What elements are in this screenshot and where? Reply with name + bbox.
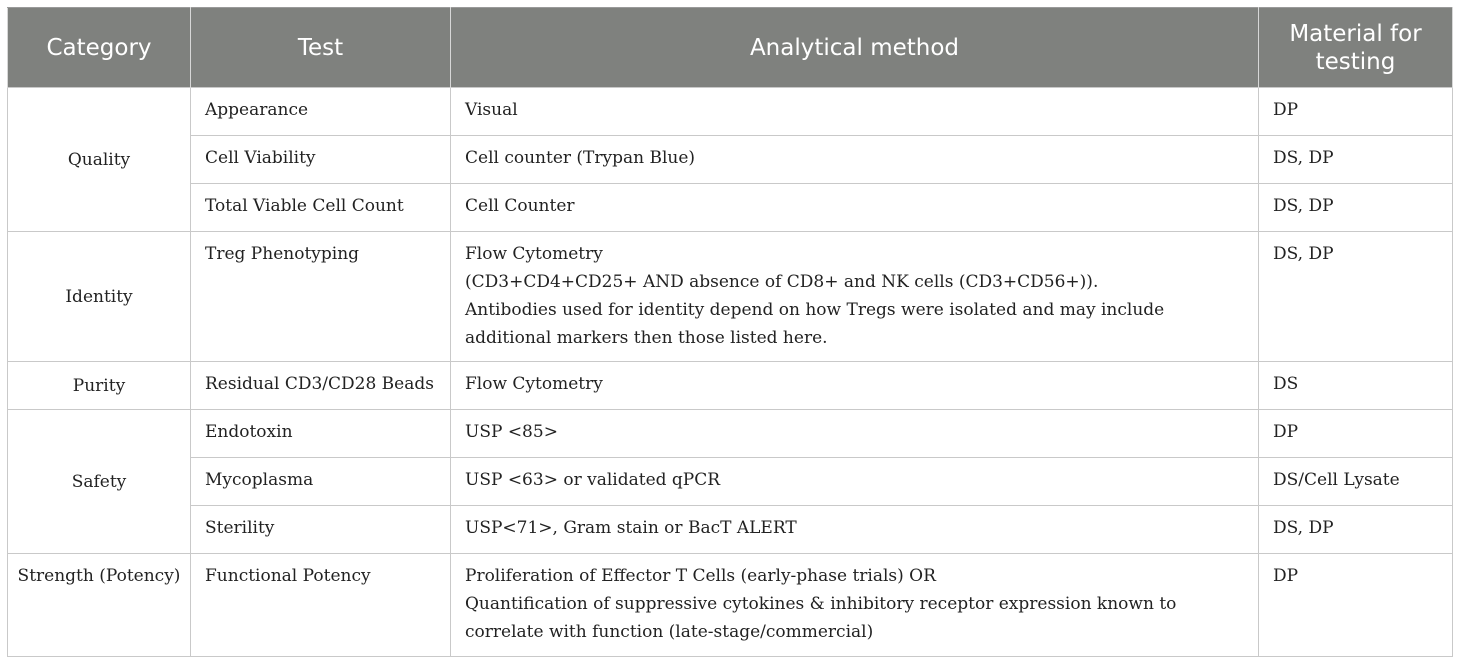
method-line: USP<71>, Gram stain or BacT ALERT	[465, 518, 797, 538]
category-strength-potency: Strength (Potency)	[8, 554, 191, 657]
test-cell: Sterility	[191, 506, 451, 554]
material-cell: DP	[1259, 410, 1453, 458]
category-quality: Quality	[8, 88, 191, 232]
table-row	[8, 554, 1453, 657]
method-line: Cell counter (Trypan Blue)	[465, 148, 696, 168]
table-row	[8, 232, 1453, 362]
test-cell: Functional Potency	[191, 554, 451, 657]
table-row	[8, 184, 1453, 232]
category-identity: Identity	[8, 232, 191, 362]
method-cell	[451, 506, 1259, 554]
method-cell	[451, 410, 1259, 458]
test-cell: Residual CD3/CD28 Beads	[191, 362, 451, 410]
table-row	[8, 458, 1453, 506]
method-line: Flow Cytometry	[465, 244, 603, 264]
test-cell: Appearance	[191, 88, 451, 136]
test-cell: Treg Phenotyping	[191, 232, 451, 362]
test-cell: Mycoplasma	[191, 458, 451, 506]
method-cell	[451, 362, 1259, 410]
method-line: Visual	[465, 100, 518, 120]
method-line: Antibodies used for identity depend on how Tregs were isolated and may include additional markers then those listed here.	[465, 300, 1165, 348]
material-cell: DS	[1259, 362, 1453, 410]
test-cell: Total Viable Cell Count	[191, 184, 451, 232]
header-material-for-testing: Material for testing	[1259, 8, 1453, 88]
method-line: (CD3+CD4+CD25+ AND absence of CD8+ and NK cells (CD3+CD56+)).	[465, 272, 1099, 292]
header-test: Test	[191, 8, 451, 88]
method-line: Proliferation of Effector T Cells (early-phase trials) OR	[465, 566, 936, 586]
material-cell: DP	[1259, 88, 1453, 136]
method-cell	[451, 554, 1259, 657]
table-row	[8, 506, 1453, 554]
table-row	[8, 136, 1453, 184]
test-cell: Cell Viability	[191, 136, 451, 184]
method-cell	[451, 88, 1259, 136]
material-cell: DP	[1259, 554, 1453, 657]
material-cell: DS, DP	[1259, 184, 1453, 232]
method-cell	[451, 136, 1259, 184]
method-line: Cell Counter	[465, 196, 575, 216]
method-cell	[451, 458, 1259, 506]
header-analytical-method: Analytical method	[451, 8, 1259, 88]
test-cell: Endotoxin	[191, 410, 451, 458]
test-specification-table	[7, 7, 1453, 657]
table-row	[8, 410, 1453, 458]
method-line: USP <85>	[465, 422, 558, 442]
method-line: USP <63> or validated qPCR	[465, 470, 721, 490]
method-line: Flow Cytometry	[465, 374, 603, 394]
material-cell: DS/Cell Lysate	[1259, 458, 1453, 506]
material-cell: DS, DP	[1259, 506, 1453, 554]
header-category: Category	[8, 8, 191, 88]
table-row	[8, 362, 1453, 410]
category-purity: Purity	[8, 362, 191, 410]
material-cell: DS, DP	[1259, 232, 1453, 362]
method-cell	[451, 232, 1259, 362]
method-cell	[451, 184, 1259, 232]
material-cell: DS, DP	[1259, 136, 1453, 184]
category-safety: Safety	[8, 410, 191, 554]
method-line: Quantification of suppressive cytokines & inhibitory receptor expression known to correlate with function (late-stage/commercial)	[465, 594, 1177, 642]
table-row	[8, 88, 1453, 136]
header-row	[8, 8, 1453, 88]
